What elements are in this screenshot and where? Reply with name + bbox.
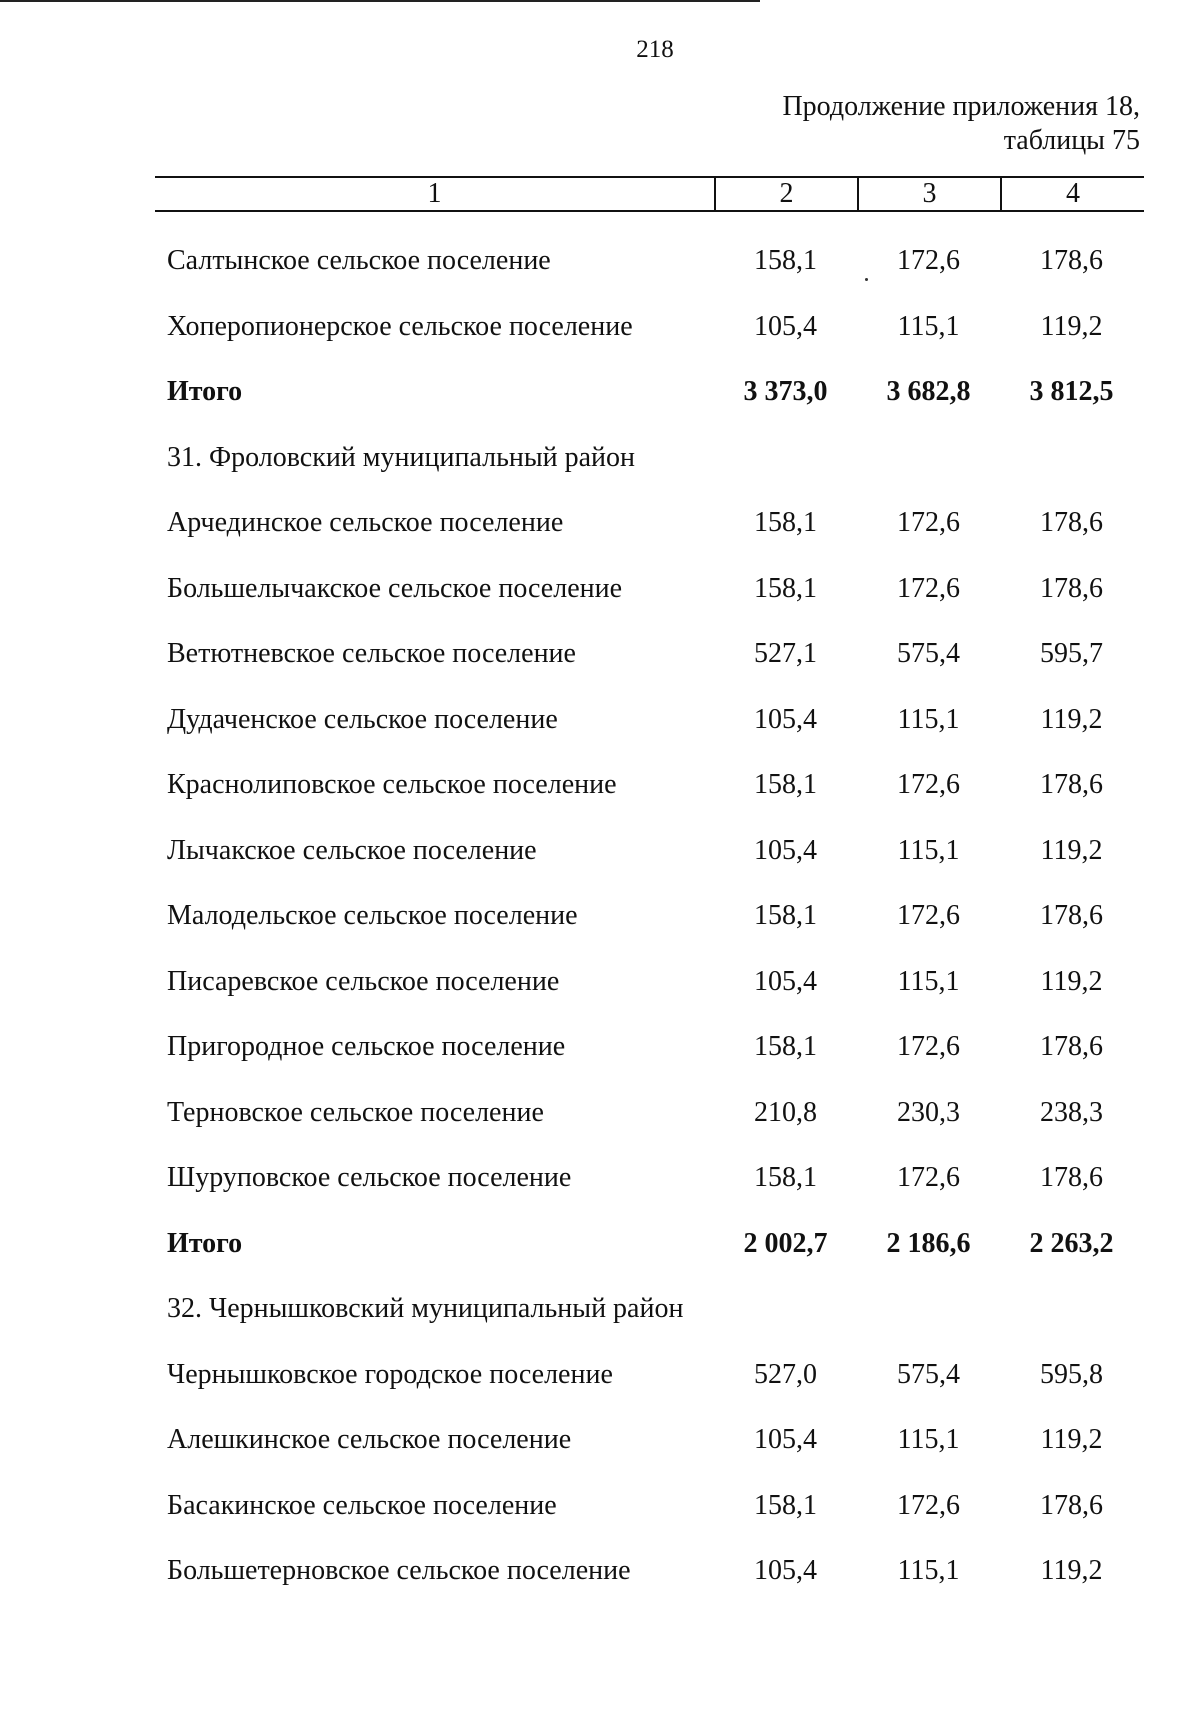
value-col-3: 172,6 — [897, 1162, 960, 1193]
value-col-4: 178,6 — [1040, 1162, 1103, 1193]
value-col-4: 119,2 — [1040, 1555, 1103, 1586]
value-col-3: 115,1 — [897, 1555, 960, 1586]
value-col-4: 2 263,2 — [1029, 1227, 1114, 1259]
table-row — [0, 752, 1200, 818]
value-col-4: 238,3 — [1040, 1096, 1103, 1128]
table-row — [0, 228, 1200, 294]
table-header — [155, 176, 1144, 212]
table-row — [0, 1014, 1200, 1080]
value-col-3: 172,6 — [897, 245, 960, 276]
value-col-4: 119,2 — [1040, 310, 1103, 342]
table-row — [0, 1407, 1200, 1473]
value-col-4: 595,8 — [1040, 1358, 1103, 1390]
table-row — [0, 556, 1200, 622]
page-number: 218 — [636, 36, 674, 63]
settlement-name: Хоперопионерское сельское поселение — [167, 310, 633, 342]
table-row — [0, 1080, 1200, 1146]
continuation-line-1: Продолжение приложения 18, — [782, 91, 1140, 122]
table-row — [0, 294, 1200, 360]
value-col-3: 172,6 — [897, 900, 960, 931]
value-col-3: 172,6 — [897, 507, 960, 538]
value-col-2: 158,1 — [754, 769, 817, 800]
value-col-2: 158,1 — [754, 507, 817, 538]
table-row — [0, 818, 1200, 884]
value-col-3: 3 682,8 — [886, 376, 971, 407]
settlement-name: Алешкинское сельское поселение — [167, 1424, 572, 1455]
value-col-3: 575,4 — [897, 638, 960, 669]
total-row — [0, 359, 1200, 425]
settlement-name: Большелычакское сельское поселение — [167, 572, 623, 604]
value-col-2: 105,4 — [754, 965, 817, 997]
value-col-4: 178,6 — [1040, 1031, 1103, 1062]
value-col-4: 178,6 — [1040, 507, 1103, 538]
value-col-4: 595,7 — [1040, 638, 1103, 669]
table-row — [0, 1538, 1200, 1604]
district-heading: 32. Чернышковский муниципальный район — [167, 1293, 684, 1324]
continuation-line-2: таблицы 75 — [1003, 125, 1140, 156]
value-col-3: 172,6 — [897, 1489, 960, 1521]
value-col-2: 105,4 — [754, 1424, 817, 1455]
settlement-name: Арчединское сельское поселение — [167, 507, 564, 538]
value-col-2: 158,1 — [754, 1031, 817, 1062]
table-body — [0, 228, 1200, 1604]
value-col-3: 115,1 — [897, 834, 960, 866]
value-col-2: 3 373,0 — [743, 376, 828, 407]
value-col-3: 2 186,6 — [886, 1227, 971, 1259]
settlement-name: Шуруповское сельское поселение — [167, 1162, 572, 1193]
value-col-3: 115,1 — [897, 703, 960, 735]
section-heading-row — [0, 425, 1200, 491]
settlement-name: Ветютневское сельское поселение — [167, 638, 576, 669]
table-row — [0, 883, 1200, 949]
value-col-4: 119,2 — [1040, 703, 1103, 735]
settlement-name: Малодельское сельское поселение — [167, 900, 578, 931]
value-col-2: 158,1 — [754, 1489, 817, 1521]
header-col-4: 4 — [1000, 178, 1144, 210]
section-heading-row — [0, 1276, 1200, 1342]
value-col-4: 178,6 — [1040, 572, 1103, 604]
table-row — [0, 949, 1200, 1015]
settlement-name: Лычакское сельское поселение — [167, 834, 537, 866]
settlement-name: Краснолиповское сельское поселение — [167, 769, 617, 800]
value-col-3: 115,1 — [897, 310, 960, 342]
value-col-3: 230,3 — [897, 1096, 960, 1128]
value-col-2: 158,1 — [754, 245, 817, 276]
value-col-3: 115,1 — [897, 1424, 960, 1455]
value-col-4: 178,6 — [1040, 1489, 1103, 1521]
value-col-3: 172,6 — [897, 1031, 960, 1062]
settlement-name: Басакинское сельское поселение — [167, 1489, 557, 1521]
table-row — [0, 621, 1200, 687]
settlement-name: Терновское сельское поселение — [167, 1096, 544, 1128]
value-col-2: 158,1 — [754, 900, 817, 931]
value-col-2: 210,8 — [754, 1096, 817, 1128]
settlement-name: Писаревское сельское поселение — [167, 965, 560, 997]
settlement-name: Дудаченское сельское поселение — [167, 703, 558, 735]
value-col-3: 172,6 — [897, 769, 960, 800]
value-col-4: 119,2 — [1040, 834, 1103, 866]
table-row — [0, 1342, 1200, 1408]
table-row — [0, 1473, 1200, 1539]
settlement-name: Итого — [167, 1227, 243, 1259]
table-row — [0, 687, 1200, 753]
total-row — [0, 1211, 1200, 1277]
header-col-1: 1 — [427, 178, 442, 209]
value-col-2: 105,4 — [754, 834, 817, 866]
header-col-3: 3 — [857, 178, 1000, 210]
value-col-2: 158,1 — [754, 1162, 817, 1193]
settlement-name: Чернышковское городское поселение — [167, 1358, 613, 1390]
value-col-4: 3 812,5 — [1029, 376, 1114, 407]
value-col-4: 178,6 — [1040, 900, 1103, 931]
table-continuation-note — [782, 90, 1140, 158]
value-col-3: 575,4 — [897, 1358, 960, 1390]
value-col-2: 105,4 — [754, 310, 817, 342]
value-col-4: 119,2 — [1040, 1424, 1103, 1455]
value-col-4: 178,6 — [1040, 245, 1103, 276]
value-col-2: 2 002,7 — [743, 1227, 828, 1259]
settlement-name: Салтынское сельское поселение — [167, 245, 551, 276]
value-col-2: 105,4 — [754, 703, 817, 735]
value-col-3: 172,6 — [897, 572, 960, 604]
settlement-name: Итого — [167, 376, 243, 407]
settlement-name: Большетерновское сельское поселение — [167, 1555, 631, 1586]
settlement-name: Пригородное сельское поселение — [167, 1031, 566, 1062]
value-col-2: 105,4 — [754, 1555, 817, 1586]
value-col-4: 178,6 — [1040, 769, 1103, 800]
value-col-3: 115,1 — [897, 965, 960, 997]
page-top-edge-line — [0, 0, 760, 2]
table-row — [0, 490, 1200, 556]
value-col-2: 527,1 — [754, 638, 817, 669]
header-col-2: 2 — [714, 178, 857, 210]
table-row — [0, 1145, 1200, 1211]
value-col-2: 527,0 — [754, 1358, 817, 1390]
value-col-2: 158,1 — [754, 572, 817, 604]
value-col-4: 119,2 — [1040, 965, 1103, 997]
district-heading: 31. Фроловский муниципальный район — [167, 441, 636, 473]
